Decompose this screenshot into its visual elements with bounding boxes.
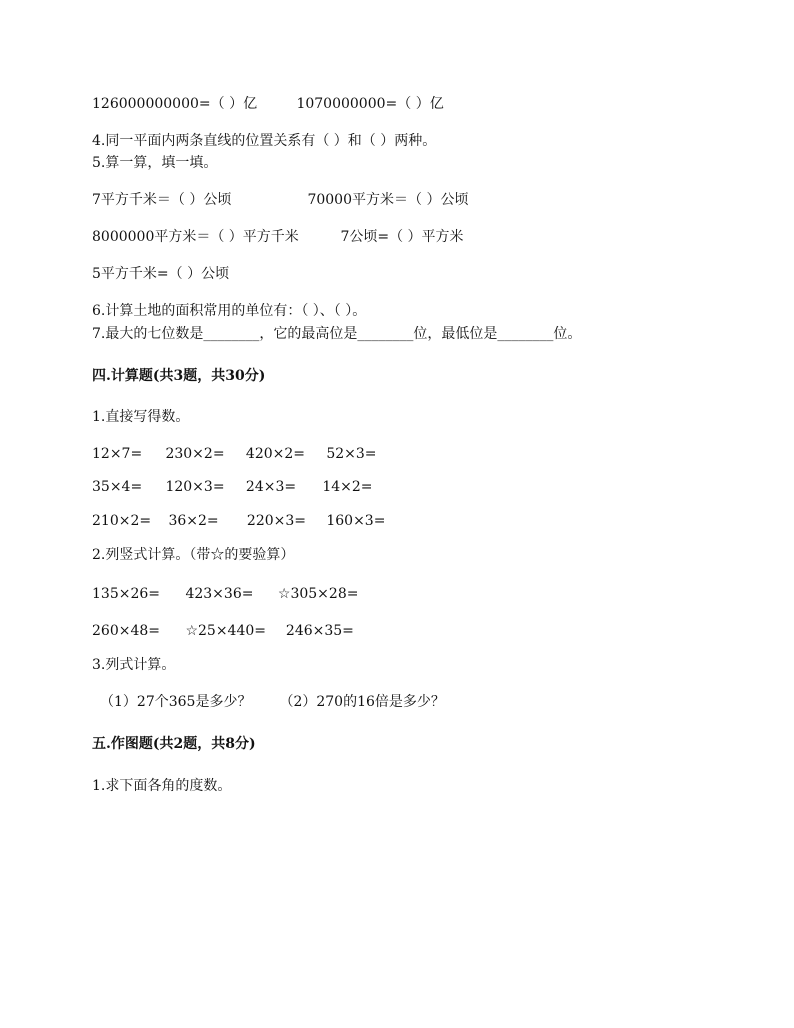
math-item: 210×2= <box>92 513 152 529</box>
math-item: 120×3= <box>165 479 225 495</box>
math-item: 12×7= <box>92 446 143 462</box>
q5-row3: 5平方千米=（ ）公顷 <box>92 266 230 282</box>
sec4-q1-title: 1.直接写得数。 <box>92 409 190 425</box>
calc-item: 260×48= <box>92 623 160 639</box>
calc-item: 423×36= <box>185 586 254 602</box>
sec4-q2-title: 2.列竖式计算。（带☆的要验算） <box>92 547 295 563</box>
math-item: 52×3= <box>326 446 377 462</box>
mental-math-row <box>92 512 385 530</box>
question-7: 7.最大的七位数是________，它的最高位是________位，最低位是________位。 <box>92 326 582 342</box>
q3-row0 <box>92 95 444 113</box>
calc-item: ☆25×440= <box>185 623 267 639</box>
q5-row2 <box>92 228 464 246</box>
sec4-q3-title: 3.列式计算。 <box>92 657 176 673</box>
math-item: 160×3= <box>326 513 386 529</box>
mental-math-row <box>92 445 377 463</box>
math-item: 36×2= <box>168 513 219 529</box>
conversion-item: 70000平方米＝（ ）公顷 <box>307 192 469 208</box>
calc-item: 135×26= <box>92 586 160 602</box>
conversion-item: 126000000000=（ ）亿 <box>92 96 258 112</box>
question-6: 6.计算土地的面积常用的单位有：（ ）、（ ）。 <box>92 303 367 319</box>
question-4: 4.同一平面内两条直线的位置关系有（ ）和（ ）两种。 <box>92 133 437 149</box>
calc-item: ☆305×28= <box>277 586 359 602</box>
math-item: 230×2= <box>165 446 225 462</box>
math-item: 14×2= <box>322 479 373 495</box>
sec5-q1-title: 1.求下面各角的度数。 <box>92 778 232 794</box>
conversion-item: 8000000平方米＝（ ）平方千米 <box>92 229 299 245</box>
word-problem-item: （2）270的16倍是多少？ <box>279 694 445 710</box>
word-problem-item: （1）27个365是多少？ <box>100 694 252 710</box>
math-item: 220×3= <box>246 513 306 529</box>
calc-item: 246×35= <box>285 623 354 639</box>
mental-math-row <box>92 478 373 496</box>
question-5-title: 5.算一算，填一填。 <box>92 155 218 171</box>
q5-row1 <box>92 191 468 209</box>
conversion-item: 7平方千米＝（ ）公顷 <box>92 192 232 208</box>
vertical-calc-row <box>92 622 354 640</box>
section-5-heading: 五.作图题(共2题，共8分) <box>92 736 256 752</box>
vertical-calc-row <box>92 585 358 603</box>
math-item: 420×2= <box>245 446 305 462</box>
conversion-item: 1070000000=（ ）亿 <box>296 96 444 112</box>
sec4-q3-items <box>100 693 445 711</box>
section-4-heading: 四.计算题(共3题，共30分) <box>92 368 266 384</box>
conversion-item: 7公顷=（ ）平方米 <box>340 229 464 245</box>
math-item: 24×3= <box>245 479 297 495</box>
math-item: 35×4= <box>92 479 143 495</box>
